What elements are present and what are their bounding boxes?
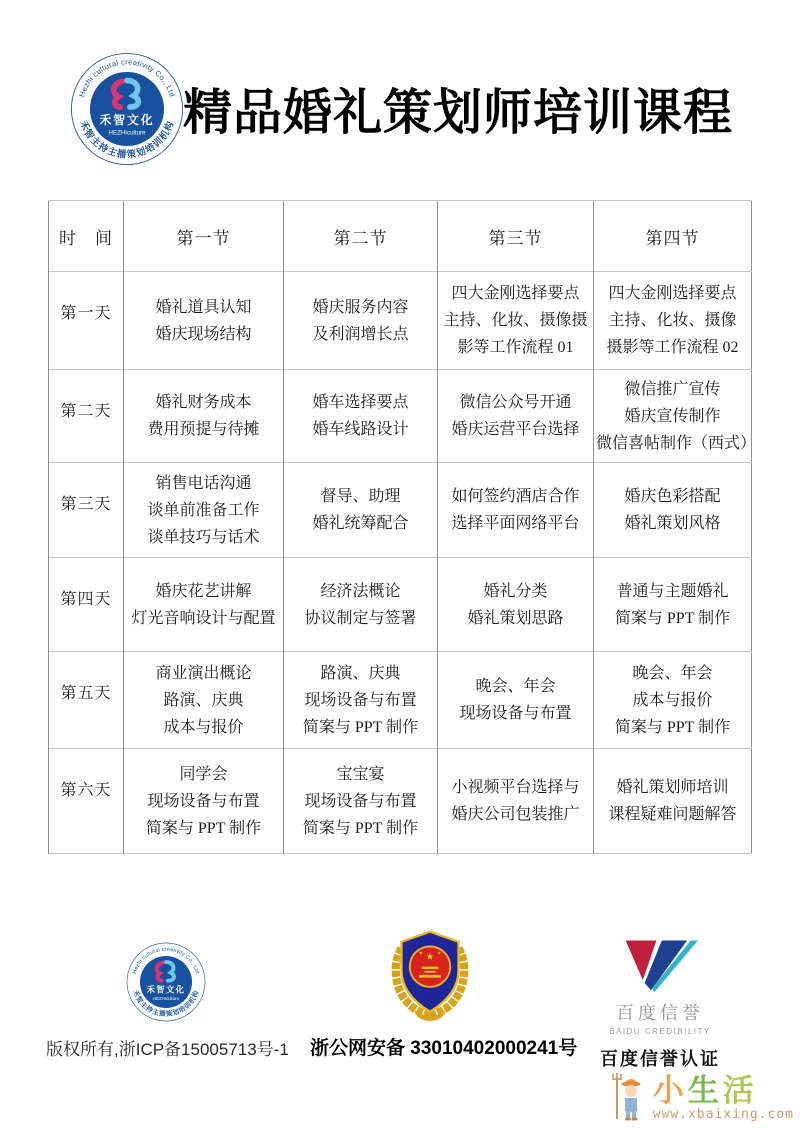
svg-text:★: ★ — [418, 950, 423, 956]
lesson-cell — [438, 652, 594, 749]
lesson-cell — [438, 749, 594, 854]
lesson-cell — [284, 272, 438, 370]
session-column-header: 第三节 — [438, 201, 594, 272]
day-cell: 第一天 — [49, 272, 124, 370]
day-cell: 第二天 — [49, 370, 124, 463]
lesson-line: 选择平面网络平台 — [451, 515, 580, 532]
copyright-text: 版权所有,浙ICP备15005713号-1 — [46, 1040, 289, 1059]
lesson-line: 婚庆现场结构 — [155, 325, 252, 343]
svg-text:★: ★ — [425, 951, 435, 962]
time-column-header: 时 间 — [49, 201, 124, 272]
lesson-line: 婚礼策划师培训 — [616, 779, 729, 796]
lesson-cell — [438, 370, 594, 463]
lesson-line: 灯光音响设计与配置 — [131, 609, 276, 627]
lesson-line: 婚庆色彩搭配 — [624, 488, 721, 505]
lesson-cell — [284, 652, 438, 749]
lesson-cell — [124, 272, 284, 370]
lesson-line: 现场设备与布置 — [459, 705, 572, 722]
lesson-cell — [594, 370, 757, 463]
watermark-char: 生 — [687, 1073, 723, 1108]
day-cell: 第四天 — [49, 558, 124, 652]
schedule-row — [49, 272, 752, 370]
lesson-cell — [438, 558, 594, 652]
lesson-line: 简案与 PPT 制作 — [302, 819, 419, 837]
site-watermark — [609, 1072, 794, 1122]
lesson-line: 婚庆宣传制作 — [624, 407, 721, 425]
lesson-cell — [124, 749, 284, 854]
lesson-cell — [594, 558, 752, 652]
lesson-line: 微信公众号开通 — [459, 394, 572, 411]
session-column-header: 第四节 — [594, 201, 752, 272]
hezhi-company-logo-icon — [70, 52, 184, 166]
lesson-line: 同学会 — [179, 765, 228, 783]
day-cell: 第三天 — [49, 463, 124, 558]
police-badge-icon — [384, 926, 476, 1022]
lesson-line: 普通与主题婚礼 — [616, 582, 729, 600]
lesson-line: 摄影等工作流程 02 — [606, 339, 739, 356]
lesson-line: 婚车选择要点 — [312, 394, 409, 411]
lesson-line: 课程疑难问题解答 — [608, 806, 737, 823]
baidu-name-cn: 百度信誉 — [616, 1003, 704, 1023]
watermark-site-url: www.xbaixing.com — [652, 1107, 794, 1122]
lesson-line: 谈单技巧与话术 — [147, 528, 260, 546]
lesson-cell — [124, 370, 284, 463]
lesson-line: 婚庆服务内容 — [312, 298, 409, 316]
lesson-line: 晚会、年会 — [475, 678, 556, 695]
lesson-line: 微信喜帖制作（西式） — [596, 434, 757, 452]
lesson-line: 现场设备与布置 — [304, 691, 417, 709]
lesson-line: 婚礼道具认知 — [155, 298, 252, 316]
lesson-line: 四大金刚选择要点 — [608, 285, 737, 302]
lesson-line: 成本与报价 — [632, 691, 713, 709]
lesson-line: 婚礼策划风格 — [624, 515, 721, 532]
lesson-line: 现场设备与布置 — [147, 792, 260, 810]
baidu-credibility-v-icon — [611, 936, 709, 992]
session-column-header: 第一节 — [124, 201, 284, 272]
lesson-line: 婚庆花艺讲解 — [155, 582, 252, 600]
schedule-row — [49, 558, 752, 652]
lesson-line: 督导、助理 — [320, 488, 401, 505]
watermark-char: 活 — [722, 1073, 758, 1108]
police-registration-text: 浙公网安备 33010402000241号 — [310, 1038, 578, 1059]
footer-baidu-block — [560, 936, 760, 1071]
lesson-line: 如何签约酒店合作 — [451, 488, 580, 505]
lesson-cell — [594, 463, 752, 558]
lesson-line: 四大金刚选择要点 — [451, 285, 580, 302]
lesson-line: 晚会、年会 — [632, 664, 713, 682]
lesson-cell — [284, 463, 438, 558]
baidu-certification-text: 百度信誉认证 — [600, 1049, 720, 1069]
lesson-line: 婚礼统筹配合 — [312, 515, 409, 532]
schedule-row — [49, 749, 752, 854]
lesson-line: 宝宝宴 — [336, 765, 385, 783]
lesson-line: 主持、化妆、摄像 — [608, 312, 737, 329]
lesson-line: 小视频平台选择与 — [451, 779, 580, 796]
lesson-line: 路演、庆典 — [163, 691, 244, 709]
schedule-header-row — [49, 201, 752, 272]
lesson-cell — [438, 463, 594, 558]
lesson-cell — [284, 558, 438, 652]
lesson-line: 婚礼策划思路 — [467, 609, 564, 627]
footer-police-block — [310, 926, 578, 1060]
schedule-row — [49, 463, 752, 558]
baidu-name-en: BAIDU CREDIBILITY — [609, 1027, 711, 1036]
watermark-site-name — [653, 1075, 758, 1107]
lesson-cell — [284, 749, 438, 854]
schedule-row — [49, 370, 752, 463]
lesson-line: 简案与 PPT 制作 — [614, 609, 731, 627]
session-column-header: 第二节 — [284, 201, 438, 272]
schedule-row — [49, 652, 752, 749]
day-cell: 第六天 — [49, 749, 124, 854]
watermark-char: 小 — [652, 1073, 688, 1108]
lesson-line: 协议制定与签署 — [304, 609, 417, 627]
hezhi-company-logo-small-icon — [126, 942, 206, 1022]
schedule-table — [48, 200, 757, 854]
lesson-line: 成本与报价 — [163, 718, 244, 736]
lesson-line: 主持、化妆、摄像摄 — [443, 312, 588, 329]
lesson-line: 婚庆运营平台选择 — [451, 421, 580, 438]
lesson-cell — [594, 652, 752, 749]
lesson-cell — [594, 272, 752, 370]
svg-text:★: ★ — [437, 950, 442, 956]
lesson-line: 路演、庆典 — [320, 664, 401, 682]
lesson-line: 微信推广宣传 — [624, 380, 721, 398]
lesson-line: 经济法概论 — [320, 582, 401, 600]
lesson-cell — [124, 652, 284, 749]
lesson-line: 简案与 PPT 制作 — [302, 718, 419, 736]
lesson-line: 商业演出概论 — [155, 664, 252, 682]
lesson-line: 现场设备与布置 — [304, 792, 417, 810]
lesson-line: 婚礼分类 — [483, 582, 548, 600]
lesson-cell — [284, 370, 438, 463]
lesson-line: 销售电话沟通 — [155, 474, 252, 492]
lesson-line: 简案与 PPT 制作 — [614, 718, 731, 736]
lesson-line: 婚车线路设计 — [312, 421, 409, 438]
lesson-line: 影等工作流程 01 — [457, 339, 574, 356]
page-title: 精品婚礼策划师培训课程 — [183, 85, 734, 140]
farmer-cartoon-icon — [609, 1072, 651, 1122]
lesson-line: 谈单前准备工作 — [147, 501, 260, 519]
lesson-line: 婚庆公司包装推广 — [451, 806, 580, 823]
lesson-line: 婚礼财务成本 — [155, 394, 252, 411]
lesson-cell — [438, 272, 594, 370]
lesson-cell — [124, 558, 284, 652]
lesson-cell — [594, 749, 752, 854]
day-cell: 第五天 — [49, 652, 124, 749]
lesson-line: 简案与 PPT 制作 — [145, 819, 262, 837]
lesson-line: 及利润增长点 — [312, 325, 409, 343]
lesson-line: 费用预提与待摊 — [147, 421, 260, 438]
footer-company-block — [46, 942, 289, 1060]
lesson-cell — [124, 463, 284, 558]
